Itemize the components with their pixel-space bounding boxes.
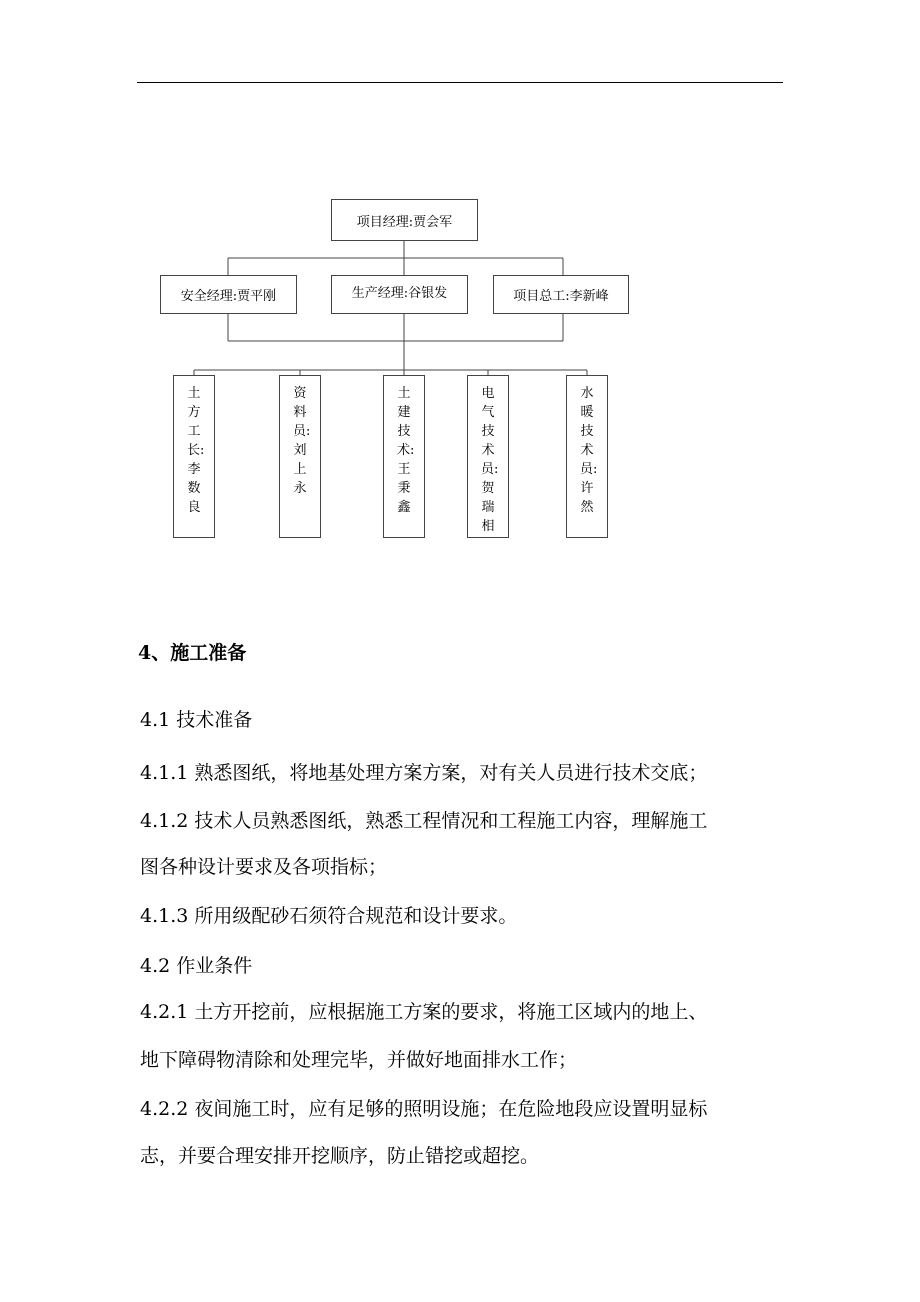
org-label-chief-engineer: 项目总工:李新峰 — [513, 289, 609, 304]
paragraph-line: 4.1.2 技术人员熟悉图纸，熟悉工程情况和工程施工内容，理解施工 — [140, 810, 708, 832]
org-box-civil-technician — [383, 375, 425, 538]
paragraph-line: 4.1.1 熟悉图纸，将地基处理方案方案，对有关人员进行技术交底； — [140, 762, 708, 784]
org-label-document-clerk: 资料员:刘上永 — [293, 386, 311, 496]
org-label-electrical-technician: 电气技术员:贺瑞相 — [481, 386, 499, 534]
org-box-project-manager — [331, 199, 478, 241]
paragraph-line: 图各种设计要求及各项指标； — [140, 856, 388, 878]
org-label-safety-manager: 安全经理:贾平刚 — [180, 289, 277, 304]
paragraph-line: 4.2.1 土方开挖前，应根据施工方案的要求，将施工区域内的地上、 — [140, 1001, 708, 1023]
org-label-project-manager: 项目经理:贾会军 — [356, 214, 453, 230]
org-label-plumbing-technician: 水暖技术员:许然 — [580, 386, 598, 515]
org-box-earthwork-foreman — [173, 375, 215, 538]
org-label-earthwork-foreman: 土方工长:李数良 — [187, 386, 205, 515]
paragraph-line: 4.2 作业条件 — [140, 955, 253, 977]
org-label-production-manager: 生产经理:谷银发 — [351, 286, 448, 301]
org-box-document-clerk — [279, 375, 321, 538]
paragraph-line: 4.2.2 夜间施工时，应有足够的照明设施；在危险地段应设置明显标 — [140, 1098, 708, 1120]
org-box-plumbing-technician — [566, 375, 608, 538]
paragraph-line: 4.1 技术准备 — [140, 709, 253, 731]
section-heading: 4、施工准备 — [138, 642, 247, 664]
org-box-production-manager — [331, 275, 468, 314]
paragraph-line: 志，并要合理安排开挖顺序，防止错挖或超挖。 — [140, 1145, 540, 1167]
paragraph-line: 地下障碍物清除和处理完毕，并做好地面排水工作； — [140, 1049, 578, 1071]
org-box-safety-manager — [160, 275, 297, 314]
org-box-chief-engineer — [493, 275, 629, 314]
org-box-electrical-technician — [467, 375, 509, 538]
org-label-civil-technician: 土建技术:王秉鑫 — [397, 386, 415, 515]
paragraph-line: 4.1.3 所用级配砂石须符合规范和设计要求。 — [140, 905, 518, 927]
